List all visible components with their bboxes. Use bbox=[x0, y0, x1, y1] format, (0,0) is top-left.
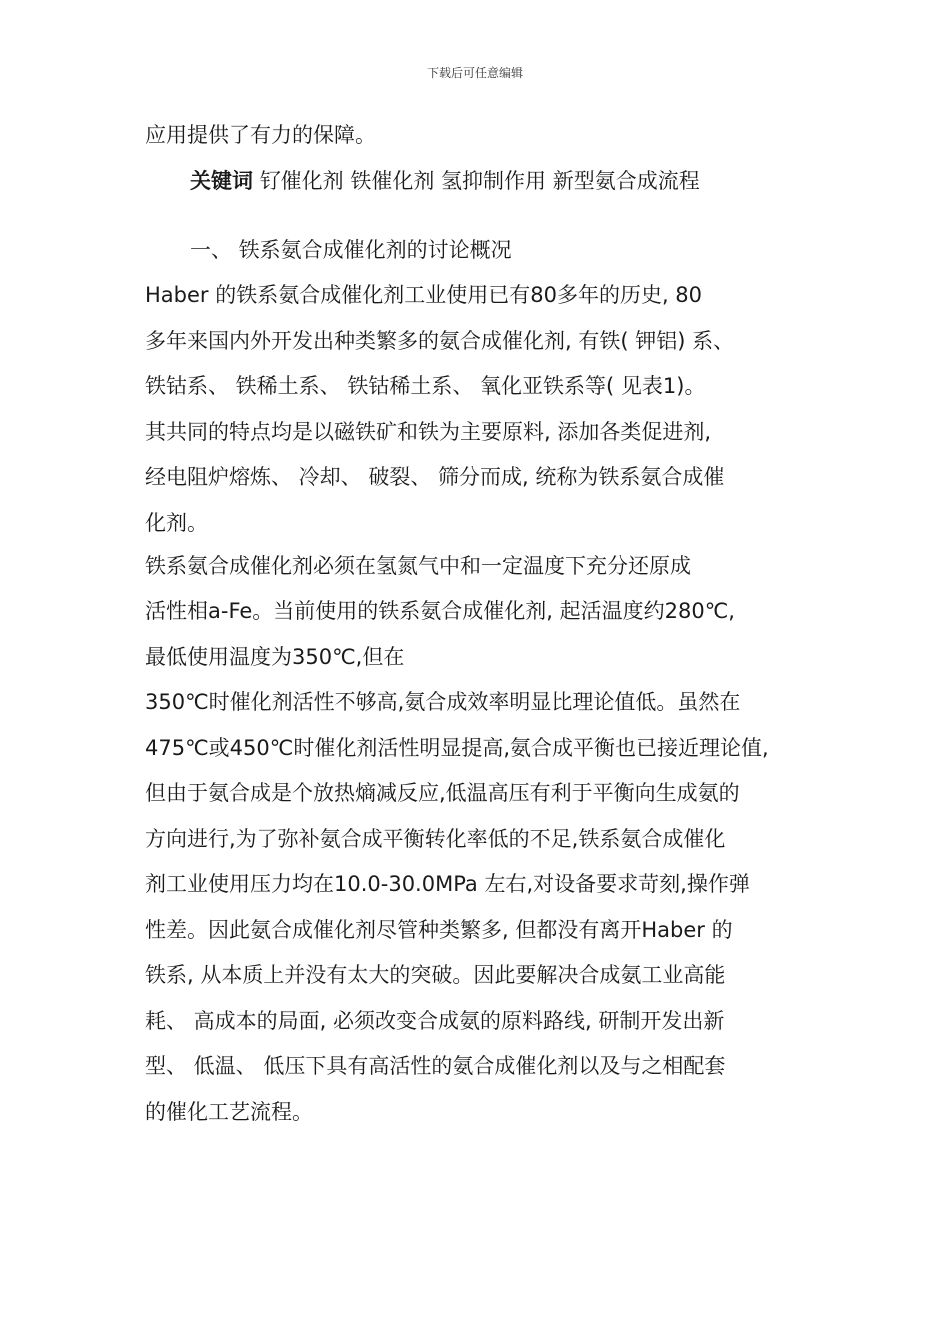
paragraph-line: 方向进行,为了弥补氨合成平衡转化率低的不足,铁系氨合成催化 bbox=[145, 827, 726, 851]
keywords-line bbox=[190, 167, 700, 195]
paragraph-line: 性差。因此氨合成催化剂尽管种类繁多, 但都没有离开Haber 的 bbox=[145, 918, 733, 942]
paragraph-line: 化剂。 bbox=[145, 511, 208, 535]
paragraph-line: 350℃时催化剂活性不够高,氨合成效率明显比理论值低。虽然在 bbox=[145, 690, 741, 714]
paragraph-line: 铁钴系、 铁稀土系、 铁钴稀土系、 氧化亚铁系等( 见表1)。 bbox=[145, 374, 706, 398]
paragraph-line: 铁系, 从本质上并没有太大的突破。因此要解决合成氨工业高能 bbox=[145, 963, 726, 987]
page-header: 下载后可任意编辑 bbox=[426, 66, 523, 80]
paragraph-line: 但由于氨合成是个放热熵减反应,低温高压有利于平衡向生成氨的 bbox=[145, 781, 740, 805]
keywords-label: 关键词 bbox=[190, 169, 253, 193]
paragraph-line: 475℃或450℃时催化剂活性明显提高,氨合成平衡也已接近理论值, bbox=[145, 736, 769, 760]
paragraph-line: 的催化工艺流程。 bbox=[145, 1100, 313, 1124]
paragraph-line: 多年来国内外开发出种类繁多的氨合成催化剂, 有铁( 钾铝) 系、 bbox=[145, 329, 735, 353]
paragraph-line: 最低使用温度为350℃,但在 bbox=[145, 645, 405, 669]
paragraph-line: 其共同的特点均是以磁铁矿和铁为主要原料, 添加各类促进剂, bbox=[145, 420, 712, 444]
paragraph-line: 耗、 高成本的局面, 必须改变合成氨的原料路线, 研制开发出新 bbox=[145, 1009, 725, 1033]
paragraph-line: 活性相a-Fe。当前使用的铁系氨合成催化剂, 起活温度约280℃, bbox=[145, 599, 735, 623]
paragraph-line: 铁系氨合成催化剂必须在氢氮气中和一定温度下充分还原成 bbox=[145, 554, 691, 578]
opening-line: 应用提供了有力的保障。 bbox=[145, 123, 376, 147]
paragraph-line: 经电阻炉熔炼、 冷却、 破裂、 筛分而成, 统称为铁系氨合成催 bbox=[145, 465, 725, 489]
keywords-terms: 钌催化剂 铁催化剂 氢抑制作用 新型氨合成流程 bbox=[259, 169, 700, 193]
paragraph-line: 型、 低温、 低压下具有高活性的氨合成催化剂以及与之相配套 bbox=[145, 1054, 726, 1078]
paragraph-line: Haber 的铁系氨合成催化剂工业使用已有80多年的历史, 80 bbox=[145, 283, 703, 307]
paragraph-line: 剂工业使用压力均在10.0-30.0MPa 左右,对设备要求苛刻,操作弹 bbox=[145, 872, 750, 896]
section-title: 一、 铁系氨合成催化剂的讨论概况 bbox=[190, 238, 512, 262]
